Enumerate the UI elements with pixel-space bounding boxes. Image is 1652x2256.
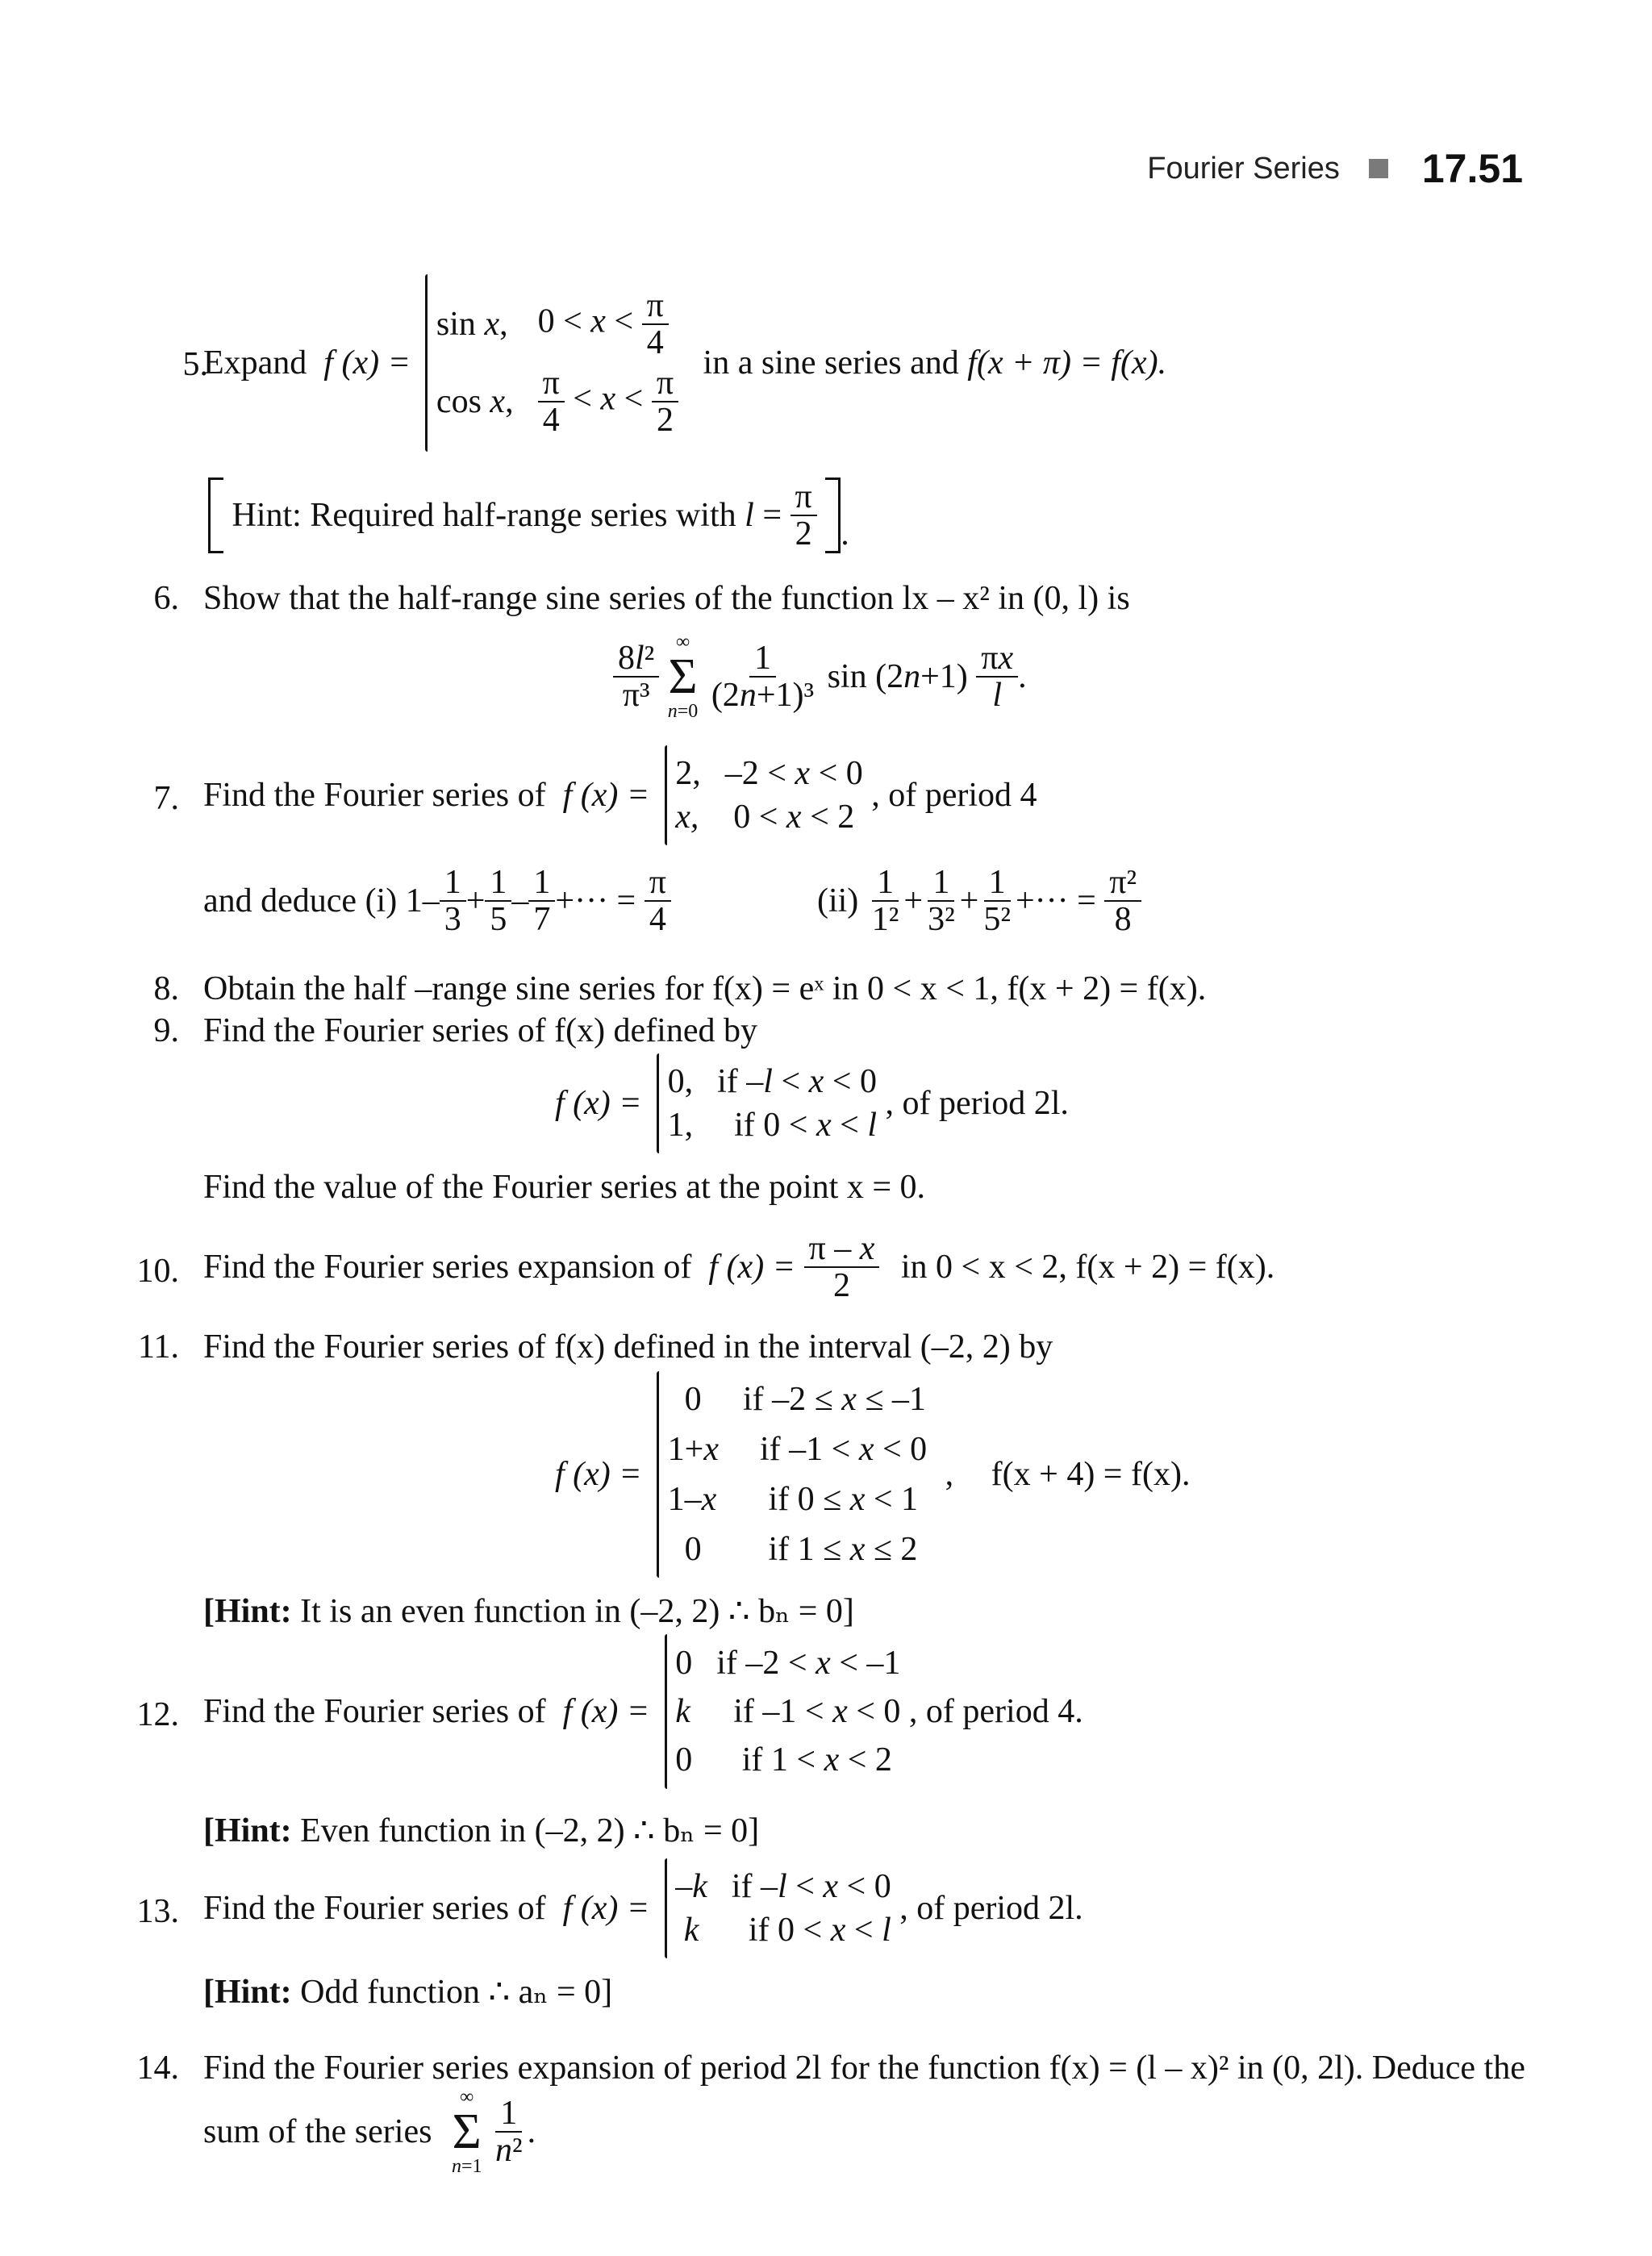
chapter-title: Fourier Series	[1147, 151, 1340, 186]
piecewise-12: 0 if –2 < x < –1 k if –1 < x < 0 0 if 1 < x < 2	[675, 1645, 901, 1779]
hint-12: [Hint: Even function in (–2, 2) ∴ bₙ = 0]	[203, 1812, 760, 1849]
deduce-7: and deduce (i) 1– $\frac{1}{3}$ + $\frac{1}{5}$ – $\frac{1}{7}$ +··· = $\frac{\pi}{4}$ (ii) $\frac{1}{\text{1²}}$ + $\frac{1}{\text{3²}}$ + $\frac{1}{\text{5²}}$ +··· = $\frac{\text{π²}}{8}$	[203, 865, 1141, 937]
piecewise-9: 0, if –l < x < 0 1, if 0 < x < l	[667, 1063, 877, 1144]
piecewise-5: sin x, 0 < x < $\frac{\pi}{4}$ cos x, $\frac{\pi}{4}$ < x < $\frac{\pi}{2}$	[436, 288, 678, 438]
page-number: 17.51	[1421, 146, 1523, 191]
piecewise-7: 2, –2 < x < 0 x, 0 < x < 2	[675, 755, 863, 836]
hint-5: Hint: Required half-range series with l = $\frac{\pi}{2}$ .	[208, 477, 849, 553]
running-header	[1147, 145, 1523, 192]
piecewise-11: 0 if –2 ≤ x ≤ –1 1+x if –1 < x < 0 1–x if 0 ≤ x < 1 0 if 1 ≤ x ≤ 2	[667, 1381, 928, 1568]
hint-11: [Hint: It is an even function in (–2, 2) ∴ bₙ = 0]	[203, 1593, 854, 1630]
hint-13: [Hint: Odd function ∴ aₙ = 0]	[203, 1974, 613, 2011]
series-6: $\frac{\text{8l²}}{\text{π³}}$ ∞ Σ n=0 $\frac{1}{\text{(2n+1)³}}$ sin (2n+1) $\frac{\pi x}{l}$ .	[613, 632, 1027, 721]
header-square-icon	[1369, 159, 1388, 178]
piecewise-13: –k if –l < x < 0 k if 0 < x < l	[675, 1868, 891, 1949]
